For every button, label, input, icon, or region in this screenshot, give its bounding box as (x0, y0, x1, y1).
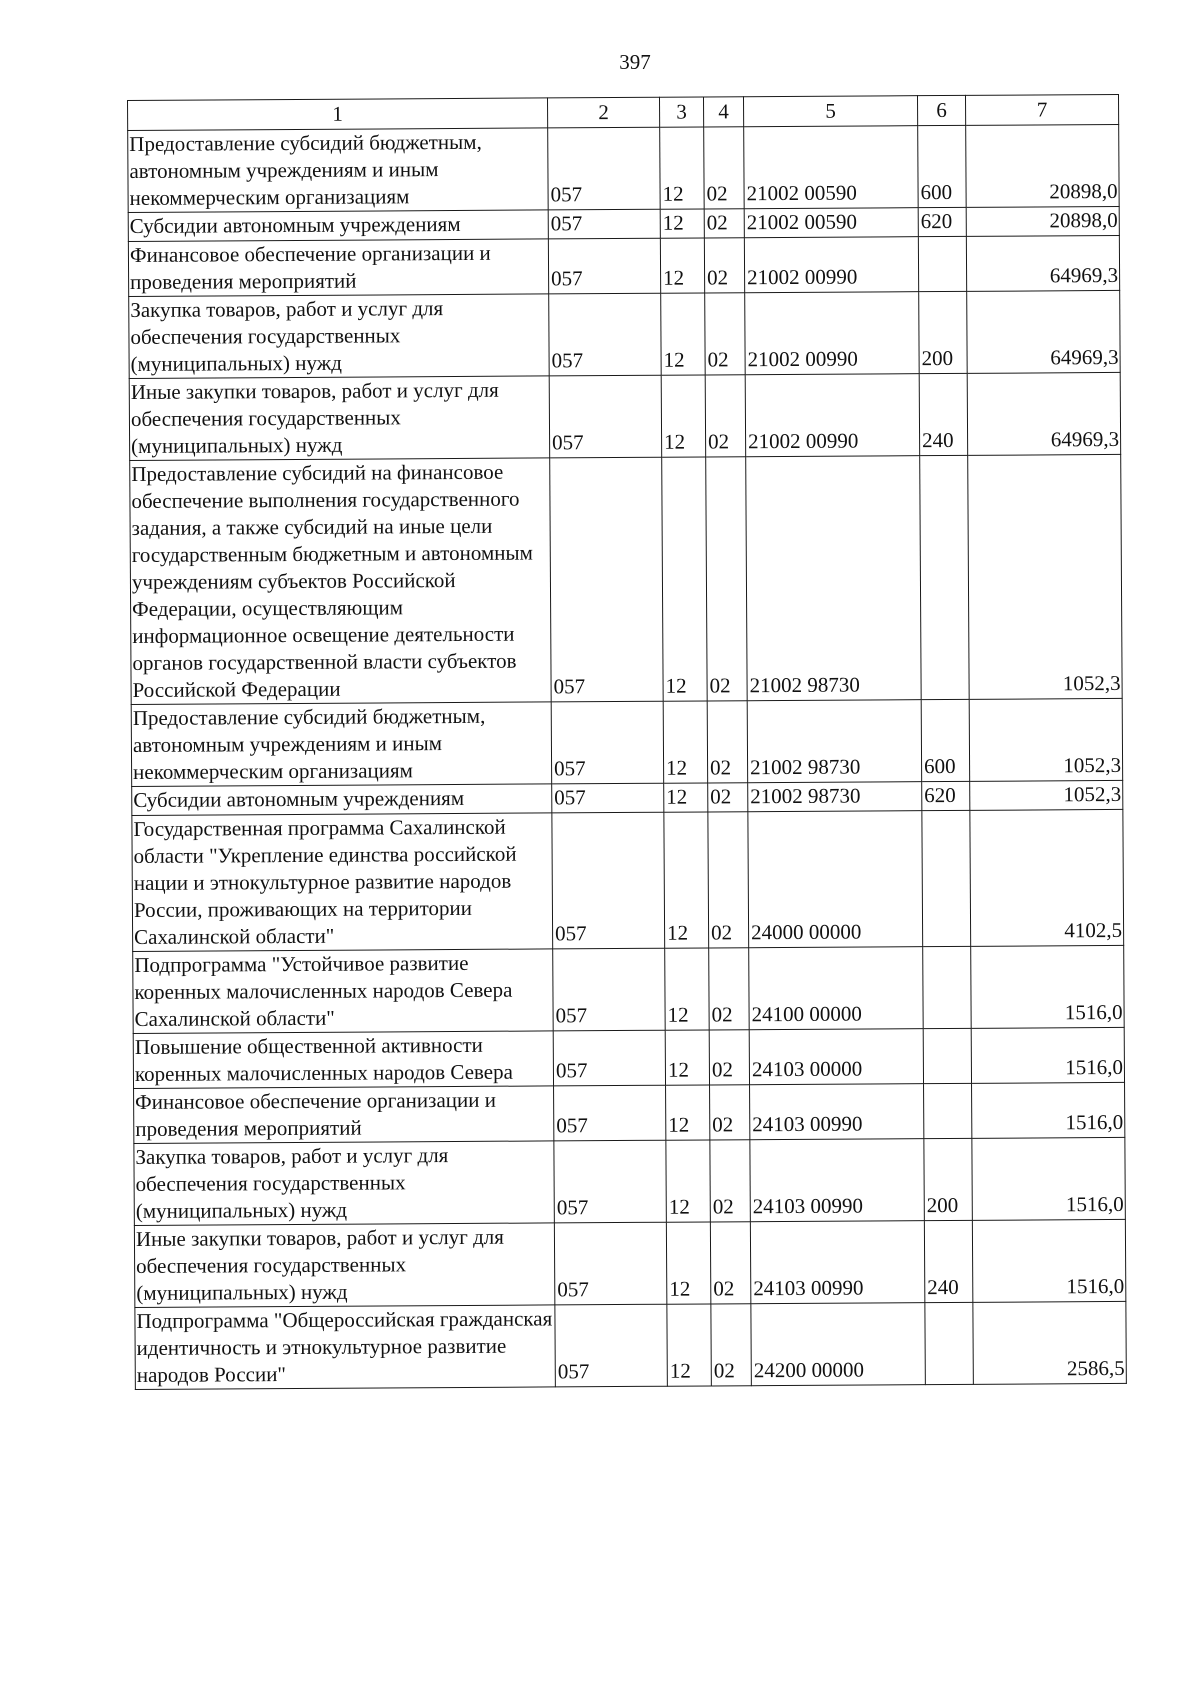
row-csr: 24103 00990 (750, 1139, 924, 1222)
row-sum: 1516,0 (971, 945, 1124, 1028)
row-ved: 057 (555, 1304, 667, 1387)
row-csr: 21002 00590 (744, 208, 918, 238)
row-csr: 24000 00000 (748, 811, 923, 948)
row-vr (923, 1028, 971, 1083)
row-ved: 057 (552, 812, 665, 949)
row-sum: 1516,0 (972, 1082, 1125, 1138)
row-sum: 1516,0 (972, 1219, 1125, 1302)
row-name: Подпрограмма "Общероссийская гражданская идентичность и этнокультурное развитие народов России" (135, 1305, 555, 1390)
table-row (130, 454, 1122, 704)
row-csr: 21002 00990 (745, 374, 919, 457)
row-sum: 20898,0 (966, 206, 1119, 236)
header-col-6: 6 (917, 95, 965, 125)
row-ved: 057 (548, 209, 660, 239)
row-vr (925, 1302, 974, 1384)
row-sum: 20898,0 (966, 124, 1119, 207)
row-ved: 057 (554, 1140, 666, 1223)
row-csr: 24103 00000 (749, 1029, 923, 1085)
row-name: Иные закупки товаров, работ и услуг для обеспечения государственных (муниципальных) нужд (129, 376, 549, 461)
row-name: Предоставление субсидий бюджетным, автономным учреждениям и иным некоммерческим организациям (131, 702, 551, 787)
row-rz: 12 (660, 209, 704, 238)
row-pr: 02 (704, 238, 744, 293)
page-number: 397 (619, 50, 651, 74)
row-rz: 12 (660, 127, 705, 209)
table-row (133, 945, 1124, 1033)
row-vr: 600 (918, 125, 967, 207)
row-rz: 12 (667, 1304, 712, 1386)
table-row (135, 1301, 1126, 1389)
table-row (128, 124, 1119, 212)
row-csr: 24200 00000 (751, 1303, 925, 1386)
row-csr: 21002 00990 (745, 292, 919, 375)
row-pr: 02 (705, 293, 746, 375)
row-pr: 02 (705, 375, 746, 457)
row-pr: 02 (706, 457, 747, 701)
table-row (134, 1082, 1125, 1143)
header-col-1: 1 (128, 98, 548, 131)
row-vr: 600 (921, 699, 970, 781)
row-ved: 057 (553, 1030, 665, 1086)
row-pr: 02 (707, 701, 748, 783)
row-vr (924, 1083, 972, 1138)
row-pr: 02 (704, 209, 744, 238)
table-row (129, 372, 1120, 460)
row-sum: 1052,3 (970, 780, 1123, 810)
row-vr (922, 810, 971, 946)
row-csr: 24103 00990 (750, 1084, 924, 1140)
row-rz: 12 (665, 948, 710, 1030)
row-rz: 12 (663, 701, 708, 783)
row-rz: 12 (666, 1222, 711, 1304)
row-ved: 057 (551, 701, 663, 784)
table-row (132, 809, 1124, 951)
row-vr (923, 946, 972, 1028)
row-sum: 64969,3 (967, 290, 1120, 373)
row-ved: 057 (550, 457, 663, 702)
header-col-2: 2 (547, 97, 659, 128)
row-pr: 02 (710, 1085, 750, 1140)
row-vr (918, 236, 966, 291)
table-row (129, 290, 1120, 378)
row-name: Подпрограмма "Устойчивое развитие коренных малочисленных народов Севера Сахалинской области" (133, 949, 553, 1034)
row-pr: 02 (710, 1140, 751, 1222)
row-name: Предоставление субсидий на финансовое обеспечение выполнения государственного задания, а также субсидий на иные цели государственным бюджетным и автономным учреждениям субъектов Российской Федерации, осуществляющим информационное освещение деятельности органов государственной власти субъектов Российской Федерации (130, 458, 551, 705)
row-pr: 02 (704, 127, 745, 209)
row-vr: 620 (922, 781, 970, 810)
header-col-4: 4 (703, 97, 743, 127)
row-csr: 21002 98730 (746, 456, 921, 701)
row-csr: 21002 00590 (744, 126, 918, 209)
header-col-5: 5 (743, 96, 917, 127)
row-ved: 057 (549, 375, 661, 458)
row-pr: 02 (709, 1030, 749, 1085)
row-vr: 620 (918, 207, 966, 236)
row-rz: 12 (662, 457, 707, 701)
row-pr: 02 (710, 1222, 751, 1304)
row-name: Предоставление субсидий бюджетным, автономным учреждениям и иным некоммерческим организациям (128, 128, 548, 213)
row-pr: 02 (708, 812, 749, 948)
row-sum: 4102,5 (970, 809, 1124, 946)
row-vr: 240 (924, 1220, 973, 1302)
row-vr: 200 (919, 291, 968, 373)
row-csr: 24100 00000 (749, 947, 923, 1030)
table-body (128, 124, 1127, 1389)
row-name: Закупка товаров, работ и услуг для обеспечения государственных (муниципальных) нужд (129, 294, 549, 379)
row-csr: 21002 00990 (744, 237, 918, 293)
row-sum: 1052,3 (968, 454, 1122, 699)
row-ved: 057 (549, 293, 661, 376)
row-ved: 057 (548, 127, 660, 210)
row-rz: 12 (666, 1140, 711, 1222)
row-ved: 057 (554, 1222, 666, 1305)
row-name: Повышение общественной активности коренных малочисленных народов Севера (133, 1031, 553, 1089)
row-name: Закупка товаров, работ и услуг для обеспечения государственных (муниципальных) нужд (134, 1141, 554, 1226)
budget-table-container (127, 94, 1126, 1390)
table-row (134, 1219, 1125, 1307)
header-col-3: 3 (659, 97, 703, 127)
row-pr: 02 (708, 783, 748, 812)
row-pr: 02 (709, 948, 750, 1030)
row-rz: 12 (661, 375, 706, 457)
budget-table (127, 94, 1127, 1390)
row-name: Субсидии автономным учреждениям (128, 210, 548, 242)
row-csr: 21002 98730 (747, 700, 921, 783)
table-row (131, 698, 1122, 786)
row-rz: 12 (666, 1085, 710, 1140)
row-ved: 057 (554, 1085, 666, 1141)
row-csr: 21002 98730 (748, 782, 922, 812)
row-ved: 057 (553, 948, 665, 1031)
row-vr (920, 455, 969, 699)
table-row (128, 235, 1119, 296)
table-row (133, 1027, 1124, 1088)
row-name: Государственная программа Сахалинской области "Укрепление единства российской нации и этнокультурное развитие народов России, проживающих на территории Сахалинской области" (132, 813, 553, 952)
row-csr: 24103 00990 (750, 1221, 924, 1304)
row-rz: 12 (665, 1030, 709, 1085)
row-pr: 02 (711, 1304, 752, 1386)
row-sum: 1052,3 (969, 698, 1122, 781)
row-sum: 64969,3 (966, 235, 1119, 291)
row-name: Иные закупки товаров, работ и услуг для обеспечения государственных (муниципальных) нужд (134, 1223, 554, 1308)
row-name: Финансовое обеспечение организации и проведения мероприятий (128, 239, 548, 297)
row-rz: 12 (661, 293, 706, 375)
row-sum: 2586,5 (973, 1301, 1126, 1384)
row-ved: 057 (552, 783, 664, 813)
row-name: Финансовое обеспечение организации и проведения мероприятий (134, 1086, 554, 1144)
row-sum: 1516,0 (972, 1137, 1125, 1220)
row-name: Субсидии автономным учреждениям (132, 784, 552, 816)
row-sum: 1516,0 (971, 1027, 1124, 1083)
row-sum: 64969,3 (967, 372, 1120, 455)
header-col-7: 7 (965, 94, 1118, 125)
row-rz: 12 (664, 783, 708, 812)
row-ved: 057 (548, 238, 660, 294)
row-rz: 12 (664, 812, 709, 948)
row-vr: 200 (924, 1138, 973, 1220)
table-row (134, 1137, 1125, 1225)
row-vr: 240 (919, 373, 968, 455)
row-rz: 12 (660, 238, 704, 293)
